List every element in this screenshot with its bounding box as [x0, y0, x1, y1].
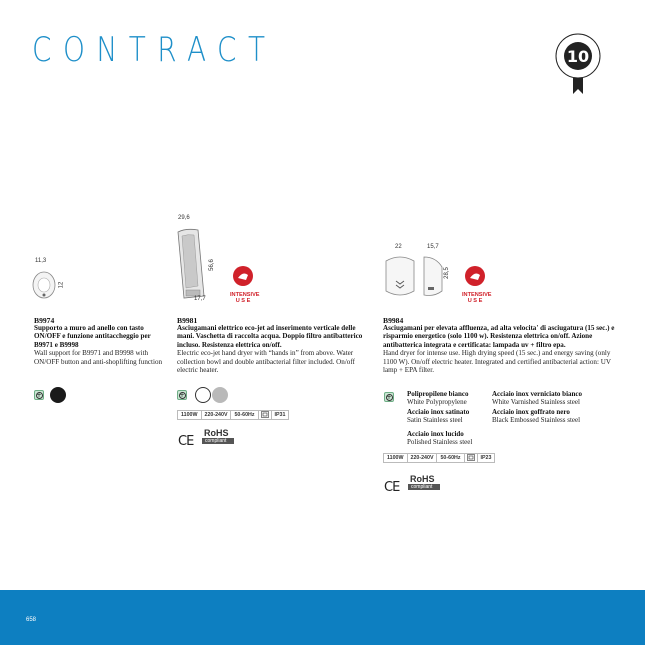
description-italian: Asciugamani per elevata affluenza, ad alta velocita' di asciugatura (15 sec.) e risparmio energetico (solo 1100 w). Resistenza elettrica on/off. Azione antibatterica integrata e certificata: lampada uv + filtro epa.: [383, 324, 615, 349]
hand-dryer-intensive-icon: [230, 265, 256, 287]
double-insulation-icon: [465, 454, 478, 462]
spec-ip-rating: IP23: [480, 455, 492, 461]
intensive-label: INTENSIVE: [230, 292, 260, 298]
spec-power: 1100W: [178, 411, 202, 419]
dimension-height: 12: [58, 281, 65, 289]
color-swatch-grey[interactable]: [212, 387, 228, 403]
intensive-label: INTENSIVE: [462, 292, 492, 298]
ce-mark: CE: [178, 434, 194, 449]
description-english: Hand dryer for intense use. High drying speed (15 sec.) and energy saving (only 1100 W). On/off electric heater. Integrated and certified antibacterial action: UV lamp + EPA filter.: [383, 349, 611, 375]
intensive-use-badge: [462, 265, 492, 304]
dimension-depth: 17,7: [194, 296, 206, 302]
rohs-label: RoHS: [410, 474, 435, 484]
high-speed-hand-dryer-side-image: [420, 253, 446, 299]
dimension-height: 56,6: [208, 259, 215, 271]
dimension-depth: 15,7: [427, 244, 439, 250]
material-option[interactable]: Acciaio inox lucido Polished Stainless steel: [407, 430, 473, 446]
double-insulation-icon: [259, 411, 272, 419]
intensive-use-badge: [230, 265, 260, 304]
brand-title: CONTRACT: [32, 30, 277, 70]
options-plus-icon[interactable]: +: [384, 392, 394, 402]
description-english: Wall support for B9971 and B9998 with ON/OFF button and anti-shoplifting function: [34, 349, 163, 366]
product-code: B9974: [34, 316, 55, 325]
footer-bar: [0, 590, 645, 645]
description-italian: Supporto a muro ad anello con tasto ON/OFF e funzione antitaccheggio per B9971 e B9998: [34, 324, 151, 349]
compliant-label: compliant: [202, 438, 234, 444]
rohs-label: RoHS: [204, 428, 229, 438]
color-swatch-white[interactable]: [195, 387, 211, 403]
color-swatch-black[interactable]: [50, 387, 66, 403]
spec-power: 1100W: [384, 454, 408, 462]
guarantee-seal-icon: [548, 32, 608, 98]
product-description: [177, 324, 367, 374]
product-description: [34, 324, 164, 366]
material-option[interactable]: Acciaio inox satinato Satin Stainless steel: [407, 408, 470, 424]
material-option[interactable]: Acciaio inox goffrato nero Black Embossed Stainless steel: [492, 408, 581, 424]
product-description: [383, 324, 621, 374]
options-plus-icon[interactable]: +: [177, 390, 187, 400]
seal-number: 10: [566, 47, 590, 66]
page-number: 658: [26, 617, 37, 623]
spec-voltage: 220-240V: [202, 411, 232, 419]
description-english: Electric eco-jet hand dryer with “hands in” from above. Water collection bowl and double antibacterial filter included. On/off electric heater.: [177, 349, 355, 375]
high-speed-hand-dryer-front-image: [382, 253, 418, 299]
spec-frequency: 50-60Hz: [437, 454, 464, 462]
ce-mark: CE: [384, 480, 400, 495]
spec-ip-rating: IP31: [274, 412, 286, 418]
description-italian: Asciugamani elettrico eco-jet ad inserimento verticale delle mani. Vaschetta di raccolta acqua. Doppio filtro antibatterico incluso. Resistenza elettrica on/off.: [177, 324, 363, 349]
options-plus-icon[interactable]: +: [34, 390, 44, 400]
use-label: U S E: [235, 298, 251, 304]
material-option[interactable]: Polipropilene bianco White Polypropylene: [407, 390, 469, 406]
dimension-width: 22: [395, 244, 402, 250]
product-code: B9984: [383, 316, 404, 325]
spec-bar: [383, 453, 495, 463]
dimension-height: 28,5: [443, 267, 450, 279]
use-label: U S E: [467, 298, 483, 304]
material-option[interactable]: Acciaio inox verniciato bianco White Varnished Stainless steel: [492, 390, 583, 406]
spec-bar: [177, 410, 289, 420]
wall-support-image: [30, 268, 58, 302]
spec-frequency: 50-60Hz: [231, 411, 258, 419]
dimension-width: 29,6: [178, 215, 190, 221]
dimension-width: 11,3: [35, 258, 47, 264]
spec-voltage: 220-240V: [408, 454, 438, 462]
product-code: B9981: [177, 316, 198, 325]
rohs-badge: [404, 474, 440, 496]
rohs-badge: [198, 428, 234, 450]
hand-dryer-intensive-icon: [462, 265, 488, 287]
compliant-label: compliant: [408, 484, 440, 490]
